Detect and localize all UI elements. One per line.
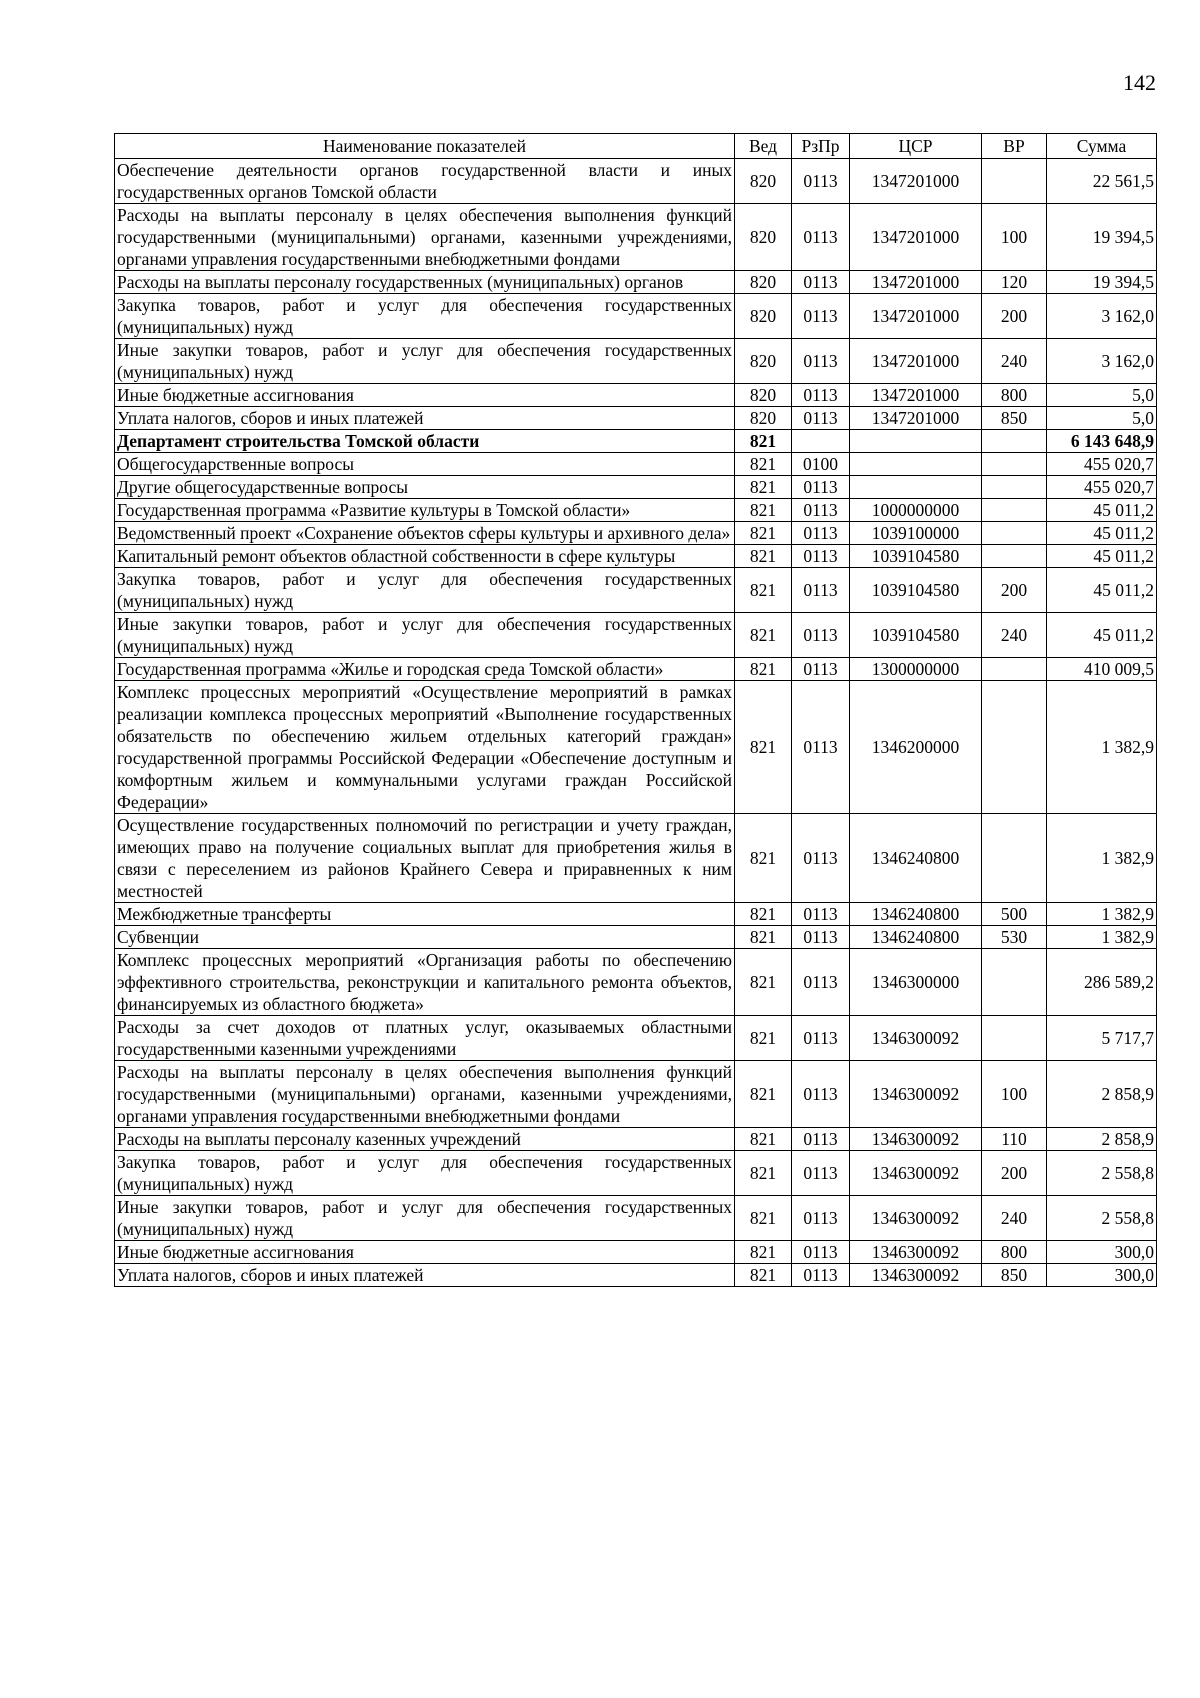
table-row	[115, 271, 1157, 294]
row-sum: 45 011,2	[1047, 522, 1157, 545]
row-name: Расходы на выплаты персоналу в целях обеспечения выполнения функций государственными (муниципальными) органами, казенными учреждениями, органами управления государственными внебюджетными фондами	[115, 204, 735, 271]
row-sum: 45 011,2	[1047, 499, 1157, 522]
row-csr: 1346240800	[850, 926, 982, 949]
row-csr: 1347201000	[850, 204, 982, 271]
row-rzpr: 0113	[792, 568, 850, 613]
table-row	[115, 1264, 1157, 1287]
row-csr: 1346240800	[850, 903, 982, 926]
row-ved: 820	[735, 159, 792, 204]
row-csr: 1346300092	[850, 1241, 982, 1264]
table-row	[115, 926, 1157, 949]
row-sum: 300,0	[1047, 1241, 1157, 1264]
table-row	[115, 949, 1157, 1016]
row-ved: 820	[735, 339, 792, 384]
header-ved: Вед	[735, 134, 792, 159]
table-row	[115, 476, 1157, 499]
row-name: Иные закупки товаров, работ и услуг для обеспечения государственных (муниципальных) нужд	[115, 613, 735, 658]
row-ved: 821	[735, 1128, 792, 1151]
row-csr: 1039100000	[850, 522, 982, 545]
table-row	[115, 339, 1157, 384]
row-sum: 1 382,9	[1047, 926, 1157, 949]
header-vr: ВР	[982, 134, 1047, 159]
row-ved: 820	[735, 384, 792, 407]
table-body	[115, 159, 1157, 1287]
row-ved: 821	[735, 903, 792, 926]
row-vr	[982, 1016, 1047, 1061]
header-csr: ЦСР	[850, 134, 982, 159]
row-rzpr: 0113	[792, 1151, 850, 1196]
row-sum: 5 717,7	[1047, 1016, 1157, 1061]
row-rzpr: 0113	[792, 1196, 850, 1241]
row-csr: 1300000000	[850, 658, 982, 681]
row-rzpr: 0113	[792, 1264, 850, 1287]
row-vr: 200	[982, 568, 1047, 613]
row-sum: 19 394,5	[1047, 271, 1157, 294]
row-ved: 821	[735, 499, 792, 522]
row-vr: 200	[982, 294, 1047, 339]
row-sum: 5,0	[1047, 384, 1157, 407]
row-ved: 821	[735, 430, 792, 453]
header-row	[115, 134, 1157, 159]
row-rzpr: 0113	[792, 903, 850, 926]
row-vr: 850	[982, 1264, 1047, 1287]
row-rzpr	[792, 430, 850, 453]
row-sum: 45 011,2	[1047, 545, 1157, 568]
row-ved: 820	[735, 204, 792, 271]
row-sum: 45 011,2	[1047, 568, 1157, 613]
row-ved: 821	[735, 1061, 792, 1128]
header-rzpr: РзПр	[792, 134, 850, 159]
row-csr: 1346300000	[850, 949, 982, 1016]
row-name: Департамент строительства Томской области	[115, 430, 735, 453]
row-csr: 1346240800	[850, 814, 982, 903]
row-rzpr: 0113	[792, 499, 850, 522]
row-rzpr: 0113	[792, 926, 850, 949]
budget-table	[114, 133, 1157, 1287]
row-sum: 286 589,2	[1047, 949, 1157, 1016]
row-csr: 1039104580	[850, 545, 982, 568]
row-ved: 821	[735, 814, 792, 903]
row-vr: 800	[982, 384, 1047, 407]
row-name: Комплекс процессных мероприятий «Организация работы по обеспечению эффективного строительства, реконструкции и капитального ремонта объектов, финансируемых из областного бюджета»	[115, 949, 735, 1016]
row-csr: 1346300092	[850, 1196, 982, 1241]
page-number: 142	[1123, 70, 1156, 95]
row-sum: 300,0	[1047, 1264, 1157, 1287]
row-rzpr: 0113	[792, 814, 850, 903]
row-sum: 45 011,2	[1047, 613, 1157, 658]
table-row	[115, 545, 1157, 568]
row-ved: 820	[735, 271, 792, 294]
row-csr: 1347201000	[850, 407, 982, 430]
table-row	[115, 1196, 1157, 1241]
row-vr	[982, 159, 1047, 204]
row-vr: 110	[982, 1128, 1047, 1151]
row-rzpr: 0113	[792, 681, 850, 814]
row-vr: 240	[982, 339, 1047, 384]
table-row	[115, 159, 1157, 204]
row-ved: 821	[735, 613, 792, 658]
row-rzpr: 0113	[792, 384, 850, 407]
row-name: Иные закупки товаров, работ и услуг для обеспечения государственных (муниципальных) нужд	[115, 339, 735, 384]
header-sum: Сумма	[1047, 134, 1157, 159]
table-row	[115, 1151, 1157, 1196]
row-vr	[982, 499, 1047, 522]
row-rzpr: 0113	[792, 545, 850, 568]
table-row	[115, 430, 1157, 453]
row-ved: 821	[735, 949, 792, 1016]
row-name: Обеспечение деятельности органов государственной власти и иных государственных органов Томской области	[115, 159, 735, 204]
row-csr	[850, 453, 982, 476]
table-row	[115, 613, 1157, 658]
row-sum: 455 020,7	[1047, 453, 1157, 476]
row-vr: 500	[982, 903, 1047, 926]
table-row	[115, 453, 1157, 476]
row-vr	[982, 522, 1047, 545]
row-ved: 821	[735, 453, 792, 476]
row-name: Иные бюджетные ассигнования	[115, 384, 735, 407]
row-ved: 820	[735, 294, 792, 339]
row-rzpr: 0113	[792, 271, 850, 294]
row-vr: 240	[982, 1196, 1047, 1241]
row-rzpr: 0113	[792, 339, 850, 384]
row-sum: 5,0	[1047, 407, 1157, 430]
row-name: Расходы на выплаты персоналу в целях обеспечения выполнения функций государственными (муниципальными) органами, казенными учреждениями, органами управления государственными внебюджетными фондами	[115, 1061, 735, 1128]
row-name: Уплата налогов, сборов и иных платежей	[115, 407, 735, 430]
row-vr	[982, 949, 1047, 1016]
table-row	[115, 568, 1157, 613]
row-sum: 2 858,9	[1047, 1061, 1157, 1128]
row-rzpr: 0113	[792, 476, 850, 499]
row-csr	[850, 476, 982, 499]
row-ved: 821	[735, 1196, 792, 1241]
row-csr: 1039104580	[850, 613, 982, 658]
row-ved: 821	[735, 568, 792, 613]
table-row	[115, 294, 1157, 339]
table-row	[115, 681, 1157, 814]
row-name: Расходы за счет доходов от платных услуг, оказываемых областными государственными казенными учреждениями	[115, 1016, 735, 1061]
row-vr	[982, 430, 1047, 453]
row-csr	[850, 430, 982, 453]
row-sum: 455 020,7	[1047, 476, 1157, 499]
row-name: Уплата налогов, сборов и иных платежей	[115, 1264, 735, 1287]
row-name: Межбюджетные трансферты	[115, 903, 735, 926]
row-ved: 821	[735, 681, 792, 814]
row-rzpr: 0113	[792, 1241, 850, 1264]
row-vr: 800	[982, 1241, 1047, 1264]
row-csr: 1346200000	[850, 681, 982, 814]
row-name: Государственная программа «Развитие культуры в Томской области»	[115, 499, 735, 522]
row-csr: 1346300092	[850, 1151, 982, 1196]
row-sum: 1 382,9	[1047, 814, 1157, 903]
row-sum: 6 143 648,9	[1047, 430, 1157, 453]
row-csr: 1347201000	[850, 384, 982, 407]
table-row	[115, 814, 1157, 903]
row-ved: 821	[735, 658, 792, 681]
table-row	[115, 1016, 1157, 1061]
row-ved: 821	[735, 926, 792, 949]
row-name: Другие общегосударственные вопросы	[115, 476, 735, 499]
row-csr: 1346300092	[850, 1264, 982, 1287]
row-name: Ведомственный проект «Сохранение объектов сферы культуры и архивного дела»	[115, 522, 735, 545]
row-name: Иные бюджетные ассигнования	[115, 1241, 735, 1264]
row-csr: 1000000000	[850, 499, 982, 522]
row-csr: 1039104580	[850, 568, 982, 613]
table-row	[115, 522, 1157, 545]
row-csr: 1347201000	[850, 339, 982, 384]
table-row	[115, 384, 1157, 407]
row-sum: 1 382,9	[1047, 903, 1157, 926]
header-name: Наименование показателей	[115, 134, 735, 159]
row-name: Закупка товаров, работ и услуг для обеспечения государственных (муниципальных) нужд	[115, 568, 735, 613]
row-ved: 820	[735, 407, 792, 430]
row-vr	[982, 658, 1047, 681]
row-vr: 850	[982, 407, 1047, 430]
table-row	[115, 903, 1157, 926]
row-vr: 240	[982, 613, 1047, 658]
table-row	[115, 658, 1157, 681]
row-csr: 1346300092	[850, 1128, 982, 1151]
row-ved: 821	[735, 545, 792, 568]
row-name: Закупка товаров, работ и услуг для обеспечения государственных (муниципальных) нужд	[115, 1151, 735, 1196]
row-sum: 2 558,8	[1047, 1151, 1157, 1196]
row-name: Комплекс процессных мероприятий «Осуществление мероприятий в рамках реализации комплекса процессных мероприятий «Выполнение государственных обязательств по обеспечению жильем отдельных категорий граждан» государственной программы Российской Федерации «Обеспечение доступным и комфортным жильем и коммунальными услугами граждан Российской Федерации»	[115, 681, 735, 814]
row-vr: 200	[982, 1151, 1047, 1196]
row-rzpr: 0113	[792, 1128, 850, 1151]
row-vr	[982, 681, 1047, 814]
row-csr: 1347201000	[850, 271, 982, 294]
row-csr: 1346300092	[850, 1016, 982, 1061]
row-name: Субвенции	[115, 926, 735, 949]
row-name: Капитальный ремонт объектов областной собственности в сфере культуры	[115, 545, 735, 568]
row-vr: 100	[982, 204, 1047, 271]
row-sum: 1 382,9	[1047, 681, 1157, 814]
row-csr: 1347201000	[850, 159, 982, 204]
row-sum: 3 162,0	[1047, 339, 1157, 384]
row-rzpr: 0113	[792, 204, 850, 271]
table-row	[115, 1128, 1157, 1151]
row-ved: 821	[735, 1016, 792, 1061]
table-row	[115, 1061, 1157, 1128]
row-vr: 120	[982, 271, 1047, 294]
row-rzpr: 0100	[792, 453, 850, 476]
table-header	[115, 134, 1157, 159]
table-row	[115, 1241, 1157, 1264]
row-sum: 2 558,8	[1047, 1196, 1157, 1241]
row-rzpr: 0113	[792, 407, 850, 430]
row-name: Осуществление государственных полномочий по регистрации и учету граждан, имеющих право на получение социальных выплат для приобретения жилья в связи с переселением из районов Крайнего Севера и приравненных к ним местностей	[115, 814, 735, 903]
row-vr	[982, 476, 1047, 499]
row-csr: 1347201000	[850, 294, 982, 339]
row-sum: 19 394,5	[1047, 204, 1157, 271]
row-rzpr: 0113	[792, 1061, 850, 1128]
row-name: Расходы на выплаты персоналу государственных (муниципальных) органов	[115, 271, 735, 294]
row-ved: 821	[735, 1264, 792, 1287]
table-row	[115, 499, 1157, 522]
row-name: Расходы на выплаты персоналу казенных учреждений	[115, 1128, 735, 1151]
row-sum: 2 858,9	[1047, 1128, 1157, 1151]
row-name: Закупка товаров, работ и услуг для обеспечения государственных (муниципальных) нужд	[115, 294, 735, 339]
row-name: Государственная программа «Жилье и городская среда Томской области»	[115, 658, 735, 681]
row-name: Общегосударственные вопросы	[115, 453, 735, 476]
row-rzpr: 0113	[792, 294, 850, 339]
row-ved: 821	[735, 1151, 792, 1196]
row-vr	[982, 453, 1047, 476]
row-name: Иные закупки товаров, работ и услуг для обеспечения государственных (муниципальных) нужд	[115, 1196, 735, 1241]
row-rzpr: 0113	[792, 613, 850, 658]
row-sum: 3 162,0	[1047, 294, 1157, 339]
row-sum: 22 561,5	[1047, 159, 1157, 204]
row-rzpr: 0113	[792, 522, 850, 545]
row-csr: 1346300092	[850, 1061, 982, 1128]
row-vr: 530	[982, 926, 1047, 949]
row-rzpr: 0113	[792, 949, 850, 1016]
row-rzpr: 0113	[792, 658, 850, 681]
row-vr: 100	[982, 1061, 1047, 1128]
row-ved: 821	[735, 476, 792, 499]
row-rzpr: 0113	[792, 159, 850, 204]
row-ved: 821	[735, 522, 792, 545]
row-rzpr: 0113	[792, 1016, 850, 1061]
row-sum: 410 009,5	[1047, 658, 1157, 681]
row-vr	[982, 545, 1047, 568]
row-ved: 821	[735, 1241, 792, 1264]
row-vr	[982, 814, 1047, 903]
table-row	[115, 204, 1157, 271]
table-row	[115, 407, 1157, 430]
